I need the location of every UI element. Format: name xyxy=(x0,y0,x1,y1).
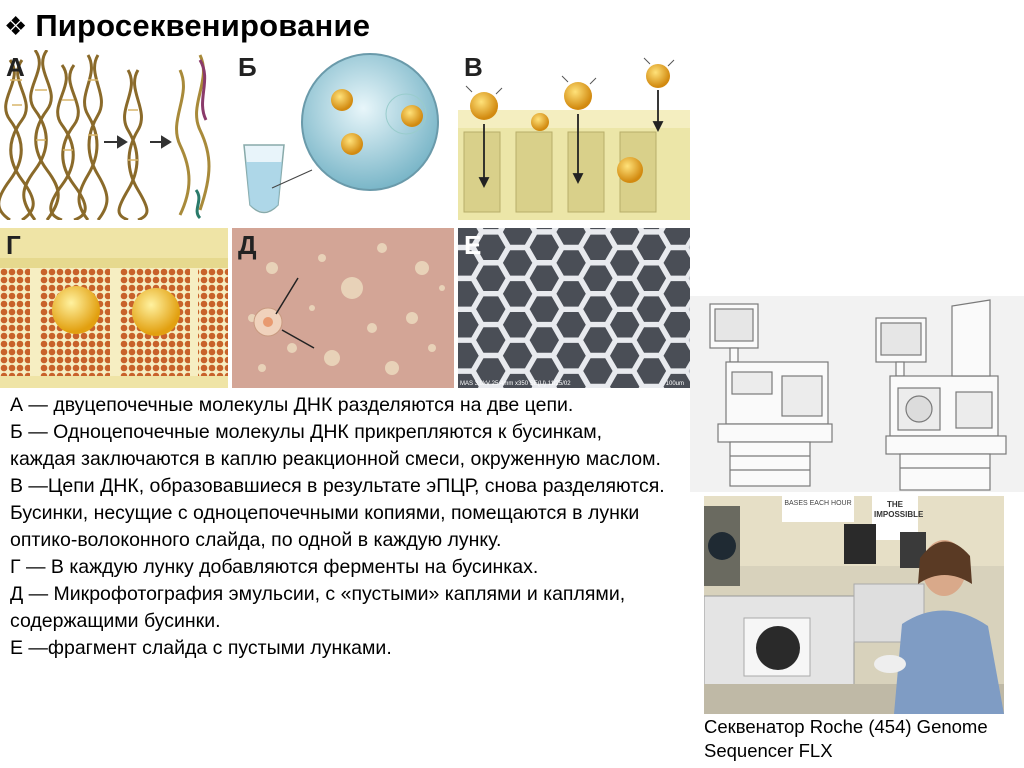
tube-and-droplet-illustration xyxy=(232,50,454,220)
wells-with-beads-illustration xyxy=(458,50,690,220)
lab-scene-photo xyxy=(704,496,1004,714)
panel-a-dna-separation xyxy=(0,50,228,220)
sem-info-text: MAS 3.0kV 25.4mm x350 SE(U) 11/25/02 xyxy=(460,381,571,387)
description-line-e: Д — Микрофотография эмульсии, с «пустыми» каплями и каплями, содержащими бусинки. xyxy=(10,583,626,632)
sequencer-caption: Секвенатор Roche (454) Genome Sequencer FLX xyxy=(704,716,988,761)
panel-c-wells xyxy=(458,50,690,220)
lab-photo xyxy=(704,496,1004,714)
slide-title xyxy=(4,4,370,48)
description-line-d: Г — В каждую лунку добавляются ферменты на бусинках. xyxy=(10,556,539,578)
sequencer-drawing xyxy=(690,296,1024,492)
lab-sign-2: THE IMPOSSIBLE xyxy=(874,500,924,519)
panel-d-micrograph xyxy=(232,228,454,388)
panel-label-f: Е xyxy=(464,230,482,260)
panel-label-a: А xyxy=(6,52,25,82)
panel-label-c: В xyxy=(464,52,483,82)
enzyme-beads-in-wells-illustration xyxy=(0,228,228,388)
sequencer-illustration xyxy=(690,296,1024,492)
panel-g-enzymes xyxy=(0,228,228,388)
sem-scale-text: 100um xyxy=(665,381,684,387)
dna-strands-illustration xyxy=(0,50,228,220)
honeycomb-sem-image xyxy=(458,228,690,388)
description-line-c: В —Цепи ДНК, образовавшиеся в результате эПЦР, снова разделяются. Бусинки, несущие с одноцепочечными копиями, помещаются в лунки оптико-волоконного слайда, по одной в каждую лунку. xyxy=(10,475,665,551)
lab-sign-1: BASES EACH HOUR xyxy=(784,500,852,507)
description-line-a: А — двуцепочечные молекулы ДНК разделяются на две цепи. xyxy=(10,394,574,416)
panel-e-sem-slide xyxy=(458,228,690,388)
emulsion-micrograph xyxy=(232,228,454,388)
description-line-b: Б — Одноцепочечные молекулы ДНК прикрепляются к бусинкам, каждая заключаются в каплю реакционной смеси, окруженную маслом. xyxy=(10,421,661,470)
diamond-bullet-icon: ❖ xyxy=(4,11,28,41)
panel-label-e: Д xyxy=(238,230,257,260)
panel-b-emulsion xyxy=(232,50,454,220)
description-text xyxy=(10,392,670,662)
panel-label-b: Б xyxy=(238,52,257,82)
panel-label-d: Г xyxy=(6,230,21,260)
title-text: Пиросеквенирование xyxy=(35,8,371,43)
description-line-f: Е —фрагмент слайда с пустыми лунками. xyxy=(10,637,392,659)
